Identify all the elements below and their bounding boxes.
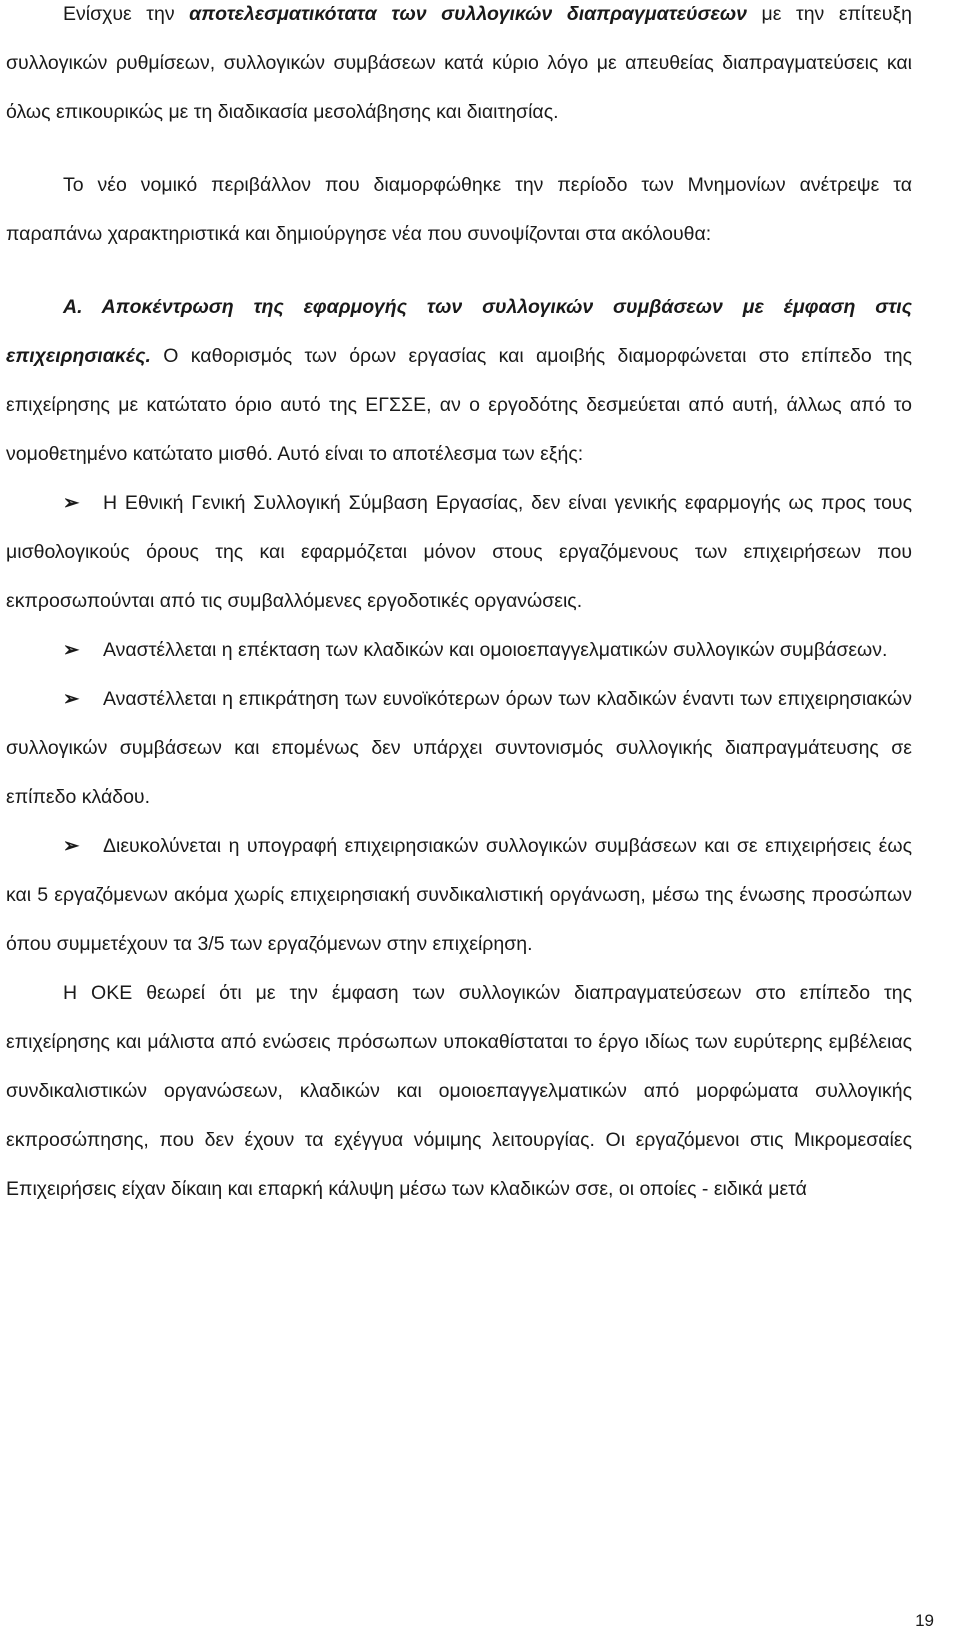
paragraph-intro-pre: Ενίσχυε την <box>63 3 190 25</box>
arrow-bullet-icon: ➢ <box>63 639 80 661</box>
paragraph-oke-opinion: Η ΟΚΕ θεωρεί ότι με την έμφαση των συλλογικών διαπραγματεύσεων στο επίπεδο της επιχείρησης και μάλιστα από ενώσεις πρόσωπων υποκαθίσταται το έργο ιδίως των ευρύτερης εμβέλειας συνδικαλιστικών οργανώσεων, κλαδικών και ομοιοεπαγγελματικών από μορφώματα συλλογικής εκπροσώπησης, που δεν έχουν τα εχέγγυα νόμιμης λειτουργίας. Οι εργαζόμενοι στις Μικρομεσαίες Επιχειρήσεις είχαν δίκαιη και επαρκή κάλυψη μέσω των κλαδικών σσε, οι οποίες - ειδικά μετά <box>6 982 912 1200</box>
paragraph-intro <box>6 0 912 137</box>
arrow-bullet-icon: ➢ <box>63 835 80 857</box>
bullet-text: Η Εθνική Γενική Συλλογική Σύμβαση Εργασίας, δεν είναι γενικής εφαρμογής ως προς τους μισθολογικούς όρους της και εφαρμόζεται μόνον στους εργαζόμενους των επιχειρήσεων που εκπροσωπούνται από τις συμβαλλόμενες εργοδοτικές οργανώσεις. <box>6 492 912 612</box>
bullet-text: Αναστέλλεται η επέκταση των κλαδικών και ομοιοεπαγγελματικών συλλογικών συμβάσεων. <box>103 639 888 661</box>
document-body <box>6 0 912 1214</box>
page-number: 19 <box>915 1611 934 1630</box>
section-heading-a: Α. Αποκέντρωση της εφαρμογής των συλλογικών συμβάσεων με έμφαση στις επιχειρησιακές. <box>6 296 912 367</box>
paragraph-intro-post: με την επίτευξη συλλογικών ρυθμίσεων, συλλογικών συμβάσεων κατά κύριο λόγο με απευθείας διαπραγματεύσεις και όλως επικουρικώς με τη διαδικασία μεσολάβησης και διαιτησίας. <box>6 3 912 123</box>
paragraph-decentralization <box>6 283 912 479</box>
arrow-bullet-icon: ➢ <box>63 688 80 710</box>
arrow-bullet-icon: ➢ <box>63 492 80 514</box>
bullet-item <box>6 626 912 675</box>
bullet-item <box>6 479 912 626</box>
bullet-text: Αναστέλλεται η επικράτηση των ευνοϊκότερων όρων των κλαδικών έναντι των επιχειρησιακών συλλογικών συμβάσεων και επομένως δεν υπάρχει συντονισμός συλλογικής διαπραγμάτευσης σε επίπεδο κλάδου. <box>6 688 912 808</box>
paragraph-decentralization-text: Ο καθορισμός των όρων εργασίας και αμοιβής διαμορφώνεται στο επίπεδο της επιχείρησης με κατώτατο όριο αυτό της ΕΓΣΣΕ, αν ο εργοδότης δεσμεύεται από αυτή, άλλως από το νομοθετημένο κατώτατο μισθό. Αυτό είναι το αποτέλεσμα των εξής: <box>6 345 912 465</box>
bullet-item <box>6 822 912 969</box>
paragraph-intro-emphasis: αποτελεσματικότατα των συλλογικών διαπραγματεύσεων <box>189 3 747 25</box>
paragraph-new-environment: Το νέο νομικό περιβάλλον που διαμορφώθηκε την περίοδο των Μνημονίων ανέτρεψε τα παραπάνω χαρακτηριστικά και δημιούργησε νέα που συνοψίζονται στα ακόλουθα: <box>6 174 912 245</box>
bullet-item <box>6 675 912 822</box>
bullet-text: Διευκολύνεται η υπογραφή επιχειρησιακών συλλογικών συμβάσεων και σε επιχειρήσεις έως και 5 εργαζόμενων ακόμα χωρίς επιχειρησιακή συνδικαλιστική οργάνωση, μέσω της ένωσης προσώπων όπου συμμετέχουν τα 3/5 των εργαζόμενων στην επιχείρηση. <box>6 835 912 955</box>
